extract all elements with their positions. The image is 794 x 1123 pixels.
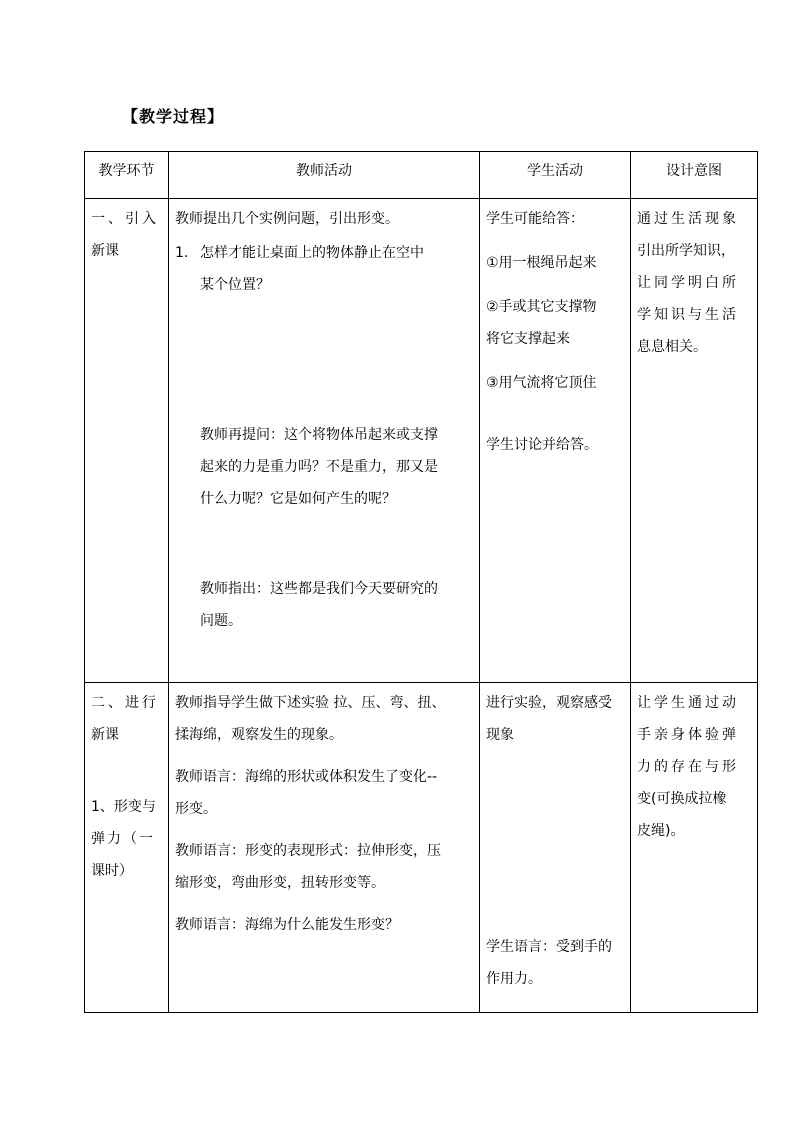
teacher-cell xyxy=(169,199,480,683)
teacher-followup xyxy=(175,419,473,515)
question-line: 怎样才能让桌面上的物体静止在空中 xyxy=(200,245,424,261)
student-language xyxy=(486,931,624,995)
stage-line: 一、引入 xyxy=(91,211,159,227)
answer-item xyxy=(486,291,624,355)
substage xyxy=(91,791,162,887)
teacher-guide xyxy=(175,687,473,751)
intent-cell xyxy=(631,199,758,683)
teacher-language-2 xyxy=(175,835,473,899)
point-line: 问题。 xyxy=(200,613,242,629)
answer-item: ①用一根绳吊起来 xyxy=(486,255,597,271)
experiment-line: 现象 xyxy=(486,727,514,743)
question-line: 某个位置？ xyxy=(200,277,270,293)
substage-line: 课时） xyxy=(91,863,133,879)
student-discuss: 学生讨论并给答。 xyxy=(486,437,598,453)
teacher-language-1 xyxy=(175,761,473,825)
question-number: 1. xyxy=(175,245,189,261)
teaching-process-table xyxy=(84,151,758,1013)
section-heading: 【教学过程】 xyxy=(122,107,225,126)
language-line: 教师语言：海绵的形状或体积发生了变化-- xyxy=(175,769,438,785)
language-line: 形变。 xyxy=(175,801,217,817)
student-cell xyxy=(480,199,631,683)
header-teacher: 教师活动 xyxy=(169,152,480,199)
teacher-intro: 教师提出几个实例问题，引出形变。 xyxy=(175,211,399,227)
stage-cell xyxy=(85,199,169,683)
stage-cell xyxy=(85,683,169,1013)
table-row xyxy=(85,683,758,1013)
stage-line: 二、进行 xyxy=(91,695,159,711)
teacher-question xyxy=(175,237,473,301)
header-student: 学生活动 xyxy=(480,152,631,199)
intent-line: 学知识与生活 xyxy=(637,307,739,323)
teacher-cell xyxy=(169,683,480,1013)
teacher-language-3: 教师语言：海绵为什么能发生形变？ xyxy=(175,917,399,933)
intent-line: 通过生活现象 xyxy=(637,211,739,227)
intent-line: 息息相关。 xyxy=(637,339,707,355)
header-row xyxy=(85,152,758,199)
language-line: 作用力。 xyxy=(486,971,542,987)
intent-line: 变(可换成拉橡 xyxy=(637,791,727,807)
answer-line: 将它支撑起来 xyxy=(486,331,570,347)
guide-line: 教师指导学生做下述实验 拉、压、弯、扭、 xyxy=(175,695,446,711)
answer-line: ②手或其它支撑物 xyxy=(486,299,597,315)
header-intent: 设计意图 xyxy=(631,152,758,199)
intent-line: 手亲身体验弹 xyxy=(637,727,739,743)
header-stage: 教学环节 xyxy=(85,152,169,199)
intent-line: 力的存在与形 xyxy=(637,759,739,775)
student-experiment xyxy=(486,687,624,751)
stage-line: 新课 xyxy=(91,727,119,743)
teacher-point xyxy=(175,573,473,637)
answer-title: 学生可能给答： xyxy=(486,211,584,227)
intent-line: 皮绳)。 xyxy=(637,823,685,839)
intent-cell xyxy=(631,683,758,1013)
answer-item: ③用气流将它顶住 xyxy=(486,375,597,391)
intent-line: 让学生通过动 xyxy=(637,695,739,711)
language-line: 缩形变，弯曲形变，扭转形变等。 xyxy=(175,875,385,891)
followup-line: 教师再提问：这个将物体吊起来或支撑 xyxy=(200,427,438,443)
language-line: 学生语言：受到手的 xyxy=(486,939,612,955)
student-cell xyxy=(480,683,631,1013)
substage-line: 弹力（一 xyxy=(91,831,155,847)
language-line: 教师语言：形变的表现形式：拉伸形变，压 xyxy=(175,843,441,859)
followup-line: 什么力呢？它是如何产生的呢？ xyxy=(200,491,396,507)
intent-line: 引出所学知识， xyxy=(637,243,735,259)
guide-line: 揉海绵，观察发生的现象。 xyxy=(175,727,343,743)
point-line: 教师指出：这些都是我们今天要研究的 xyxy=(200,581,438,597)
substage-line: 1、形变与 xyxy=(91,799,156,815)
stage-line: 新课 xyxy=(91,243,119,259)
table-row xyxy=(85,199,758,683)
experiment-line: 进行实验，观察感受 xyxy=(486,695,612,711)
intent-line: 让同学明白所 xyxy=(637,275,739,291)
followup-line: 起来的力是重力吗？不是重力，那又是 xyxy=(200,459,438,475)
